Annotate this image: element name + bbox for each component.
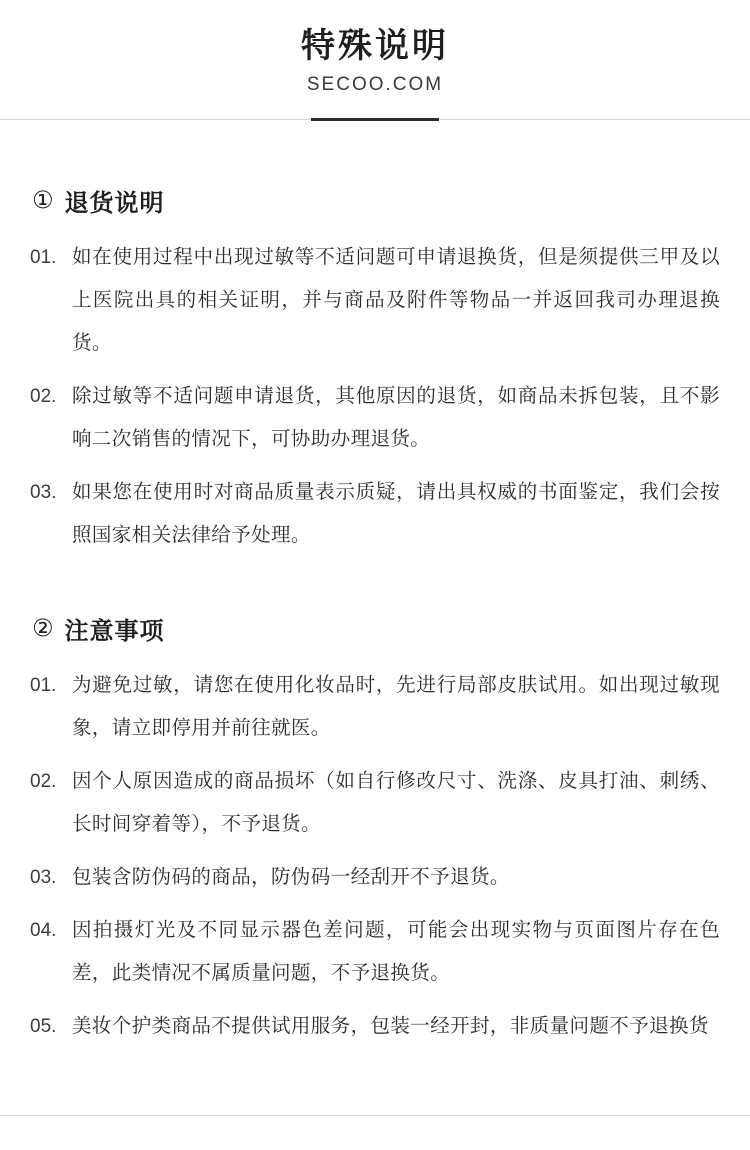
- page-title: 特殊说明: [301, 27, 449, 65]
- list-item-index: 01.: [30, 675, 57, 697]
- list-item-text: 因个人原因造成的商品损坏（如自行修改尺寸、洗涤、皮具打油、刺绣、长时间穿着等），不予退货。: [72, 770, 720, 836]
- list-item-index: 02.: [30, 386, 57, 408]
- section-heading-label: 退货说明: [64, 190, 165, 218]
- section-return-policy: [30, 183, 720, 557]
- list-item-index: 04.: [30, 920, 57, 942]
- list-item: [30, 760, 720, 846]
- list-item: [30, 909, 720, 995]
- section-heading: [30, 611, 720, 646]
- list-item: [30, 375, 720, 461]
- list-item: [30, 1005, 720, 1048]
- header-divider-accent: [311, 118, 439, 121]
- list-item: [30, 664, 720, 750]
- list-item-text: 除过敏等不适问题申请退货，其他原因的退货，如商品未拆包装，且不影响二次销售的情况下，可协助办理退货。: [72, 385, 720, 451]
- list-item-index: 03.: [30, 867, 57, 889]
- footer-divider: [0, 1115, 750, 1116]
- list-item-text: 美妆个护类商品不提供试用服务，包装一经开封，非质量问题不予退换货: [72, 1015, 709, 1038]
- brand-domain: SECOO.COM: [306, 74, 444, 96]
- list-item: [30, 471, 720, 557]
- content-area: [0, 183, 750, 1048]
- list-item-index: 01.: [30, 247, 57, 269]
- header-divider: [0, 118, 750, 121]
- list-item-index: 05.: [30, 1016, 57, 1038]
- section-number-icon: ②: [32, 615, 55, 643]
- list-item-text: 包装含防伪码的商品，防伪码一经刮开不予退货。: [72, 866, 510, 889]
- section-heading: [30, 183, 720, 218]
- section-heading-label: 注意事项: [64, 618, 165, 646]
- list-item-index: 02.: [30, 771, 57, 793]
- list-item-text: 为避免过敏，请您在使用化妆品时，先进行局部皮肤试用。如出现过敏现象，请立即停用并前往就医。: [72, 674, 720, 740]
- section-number-icon: ①: [32, 187, 55, 215]
- page-header: [0, 0, 750, 121]
- list-item-index: 03.: [30, 482, 57, 504]
- list-item: [30, 236, 720, 365]
- list-item: [30, 856, 720, 899]
- list-item-text: 如在使用过程中出现过敏等不适问题可申请退换货，但是须提供三甲及以上医院出具的相关证明，并与商品及附件等物品一并返回我司办理退换货。: [72, 246, 720, 355]
- list-item-text: 因拍摄灯光及不同显示器色差问题，可能会出现实物与页面图片存在色差，此类情况不属质量问题，不予退换货。: [72, 919, 720, 985]
- list-item-text: 如果您在使用时对商品质量表示质疑，请出具权威的书面鉴定，我们会按照国家相关法律给予处理。: [72, 481, 720, 547]
- section-precautions: [30, 611, 720, 1048]
